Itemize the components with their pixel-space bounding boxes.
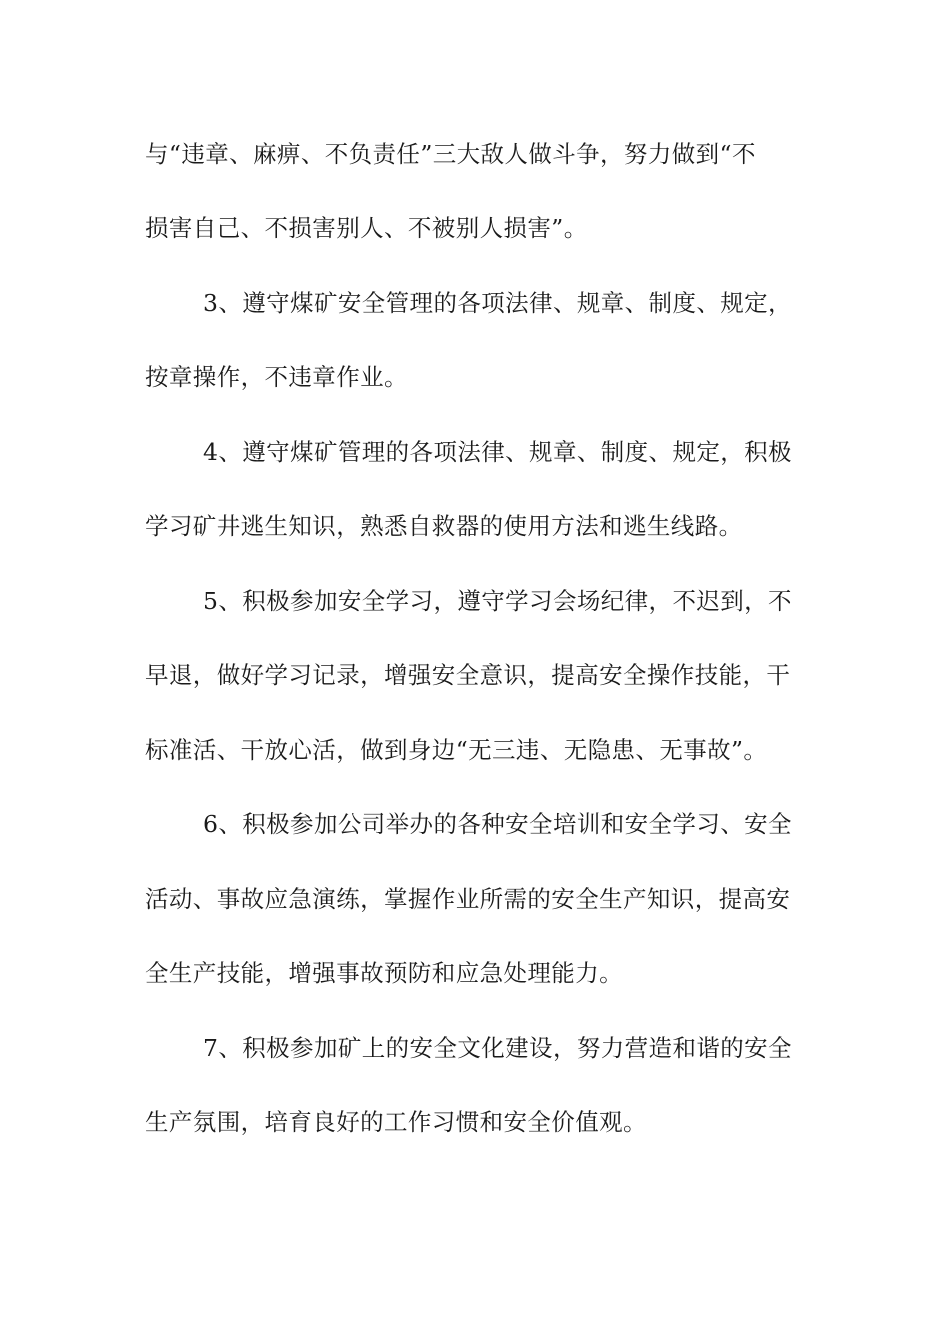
item-3-line-2: 按章操作，不违章作业。 [145,363,408,391]
item-6-line-2: 活动、事故应急演练，掌握作业所需的安全生产知识，提高安 [145,885,791,913]
item-6-line-1: 6、积极参加公司举办的各种安全培训和安全学习、安全 [203,810,792,838]
paragraph-continuation-line-1: 与“违章、麻痹、不负责任”三大敌人做斗争，努力做到“不 [145,140,756,168]
item-7-line-1: 7、积极参加矿上的安全文化建设，努力营造和谐的安全 [203,1034,792,1062]
item-6-line-3: 全生产技能，增强事故预防和应急处理能力。 [145,959,623,987]
item-3-line-1: 3、遵守煤矿安全管理的各项法律、规章、制度、规定， [203,289,792,317]
item-4-line-2: 学习矿井逃生知识，熟悉自救器的使用方法和逃生线路。 [145,512,743,540]
item-5-line-2: 早退，做好学习记录，增强安全意识，提高安全操作技能，干 [145,661,791,689]
item-7-line-2: 生产氛围，培育良好的工作习惯和安全价值观。 [145,1108,647,1136]
item-5-line-1: 5、积极参加安全学习，遵守学习会场纪律，不迟到，不 [203,587,792,615]
item-4-line-1: 4、遵守煤矿管理的各项法律、规章、制度、规定，积极 [203,438,792,466]
item-5-line-3: 标准活、干放心活，做到身边“无三违、无隐患、无事故”。 [145,736,768,764]
paragraph-continuation-line-2: 损害自己、不损害别人、不被别人损害”。 [145,214,588,242]
